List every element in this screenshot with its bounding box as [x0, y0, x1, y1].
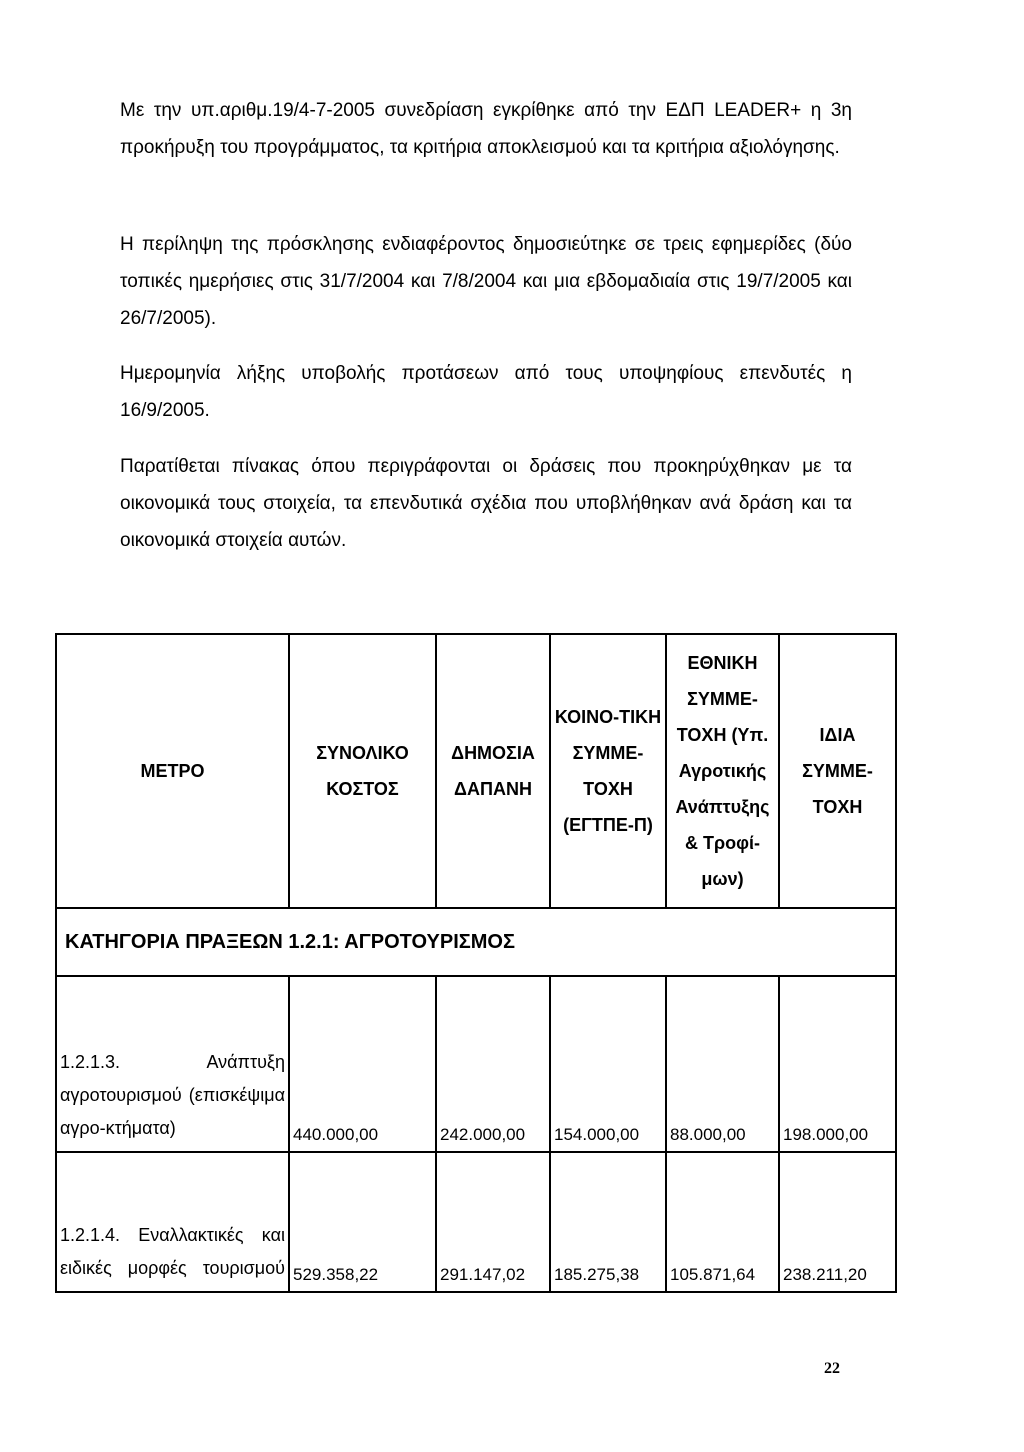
community-contribution-cell: 185.275,38 — [550, 1152, 666, 1292]
public-expenditure-cell: 242.000,00 — [436, 976, 550, 1152]
own-contribution-cell: 238.211,20 — [779, 1152, 896, 1292]
community-contribution-cell: 154.000,00 — [550, 976, 666, 1152]
header-total-cost: ΣΥΝΟΛΙΚΟ ΚΟΣΤΟΣ — [289, 634, 436, 908]
category-row — [56, 908, 896, 976]
header-measure: ΜΕΤΡΟ — [56, 634, 289, 908]
intro-paragraph: Με την υπ.αριθμ.19/4-7-2005 συνεδρίαση εγκρίθηκε από την ΕΔΠ LEADER+ η 3η προκήρυξη του προγράμματος, τα κριτήρια αποκλεισμού και τα κριτήρια αξιολόγησης. — [120, 100, 852, 158]
header-own-contribution: ΙΔΙΑ ΣΥΜΜΕ-ΤΟΧΗ — [779, 634, 896, 908]
header-national-contribution: ΕΘΝΙΚΗ ΣΥΜΜΕ-ΤΟΧΗ (Υπ. Αγροτικής Ανάπτυξης & Τροφί-μων) — [666, 634, 779, 908]
header-public-expenditure: ΔΗΜΟΣΙΑ ΔΑΠΑΝΗ — [436, 634, 550, 908]
announcement-paragraph: Η περίληψη της πρόσκλησης ενδιαφέροντος δημοσιεύτηκε σε τρεις εφημερίδες (δύο τοπικές ημερήσιες στις 31/7/2004 και 7/8/2004 και μια εβδομαδιαία στις 19/7/2005 και 26/7/2005). — [120, 234, 852, 329]
page-number: 22 — [824, 1360, 840, 1377]
table-row — [56, 976, 896, 1152]
table-intro-paragraph: Παρατίθεται πίνακας όπου περιγράφονται οι δράσεις που προκηρύχθηκαν με τα οικονομικά τους στοιχεία, τα επενδυτικά σχέδια που υποβλήθηκαν ανά δράση και τα οικονομικά στοιχεία αυτών. — [120, 456, 852, 551]
own-contribution-cell: 198.000,00 — [779, 976, 896, 1152]
deadline-paragraph: Ημερομηνία λήξης υποβολής προτάσεων από τους υποψηφίους επενδυτές η 16/9/2005. — [120, 363, 852, 421]
total-cost-cell: 529.358,22 — [289, 1152, 436, 1292]
national-contribution-cell: 88.000,00 — [666, 976, 779, 1152]
national-contribution-cell: 105.871,64 — [666, 1152, 779, 1292]
category-label: ΚΑΤΗΓΟΡΙΑ ΠΡΑΞΕΩΝ 1.2.1: ΑΓΡΟΤΟΥΡΙΣΜΟΣ — [56, 908, 896, 976]
public-expenditure-cell: 291.147,02 — [436, 1152, 550, 1292]
measure-cell: 1.2.1.4. Εναλλακτικές και ειδικές μορφές τουρισμού — [56, 1152, 289, 1292]
table-header-row — [56, 634, 896, 908]
header-community-contribution: ΚΟΙΝΟ-ΤΙΚΗ ΣΥΜΜΕ-ΤΟΧΗ (ΕΓΤΠΕ-Π) — [550, 634, 666, 908]
measure-cell: 1.2.1.3. Ανάπτυξη αγροτουρισμού (επισκέψιμα αγρο-κτήματα) — [56, 976, 289, 1152]
actions-financial-table — [55, 633, 897, 1293]
table-row — [56, 1152, 896, 1292]
total-cost-cell: 440.000,00 — [289, 976, 436, 1152]
